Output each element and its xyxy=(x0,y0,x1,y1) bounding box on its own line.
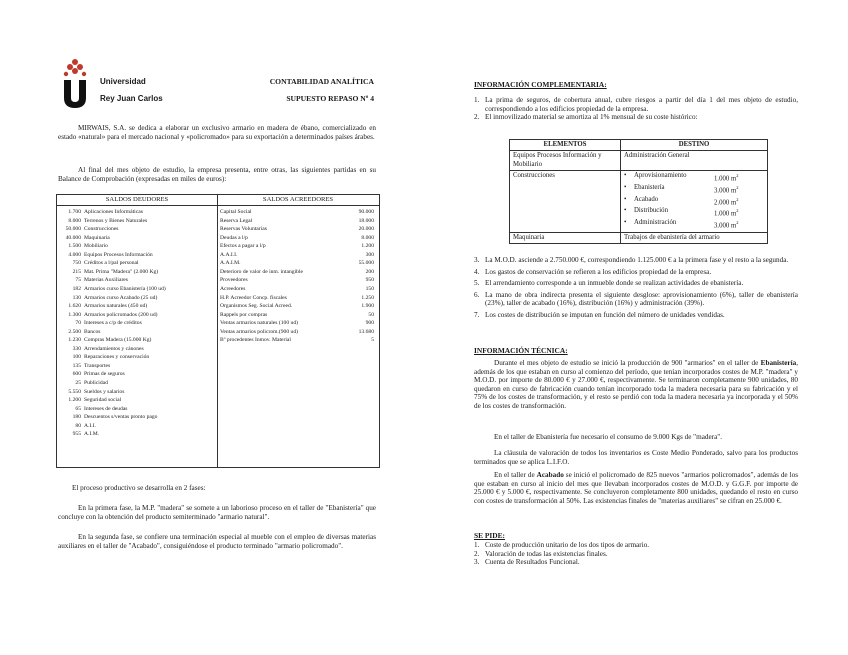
complementaria-list xyxy=(474,96,798,122)
university-name-line2: Rey Juan Carlos xyxy=(100,94,163,103)
credit-amount: 8.000 xyxy=(361,234,374,241)
list-item: • Aprovisionamiento 1.000 $m^2$ xyxy=(624,172,739,183)
debit-amount: 40.000 xyxy=(65,234,81,241)
list-item: 3. La M.O.D. asciende a 2.750.000 €, correspondiendo 1.125.000 € a la primera fase y el resto a la segunda. xyxy=(474,256,789,264)
debit-concept: Compras Madera (15.000 Kg) xyxy=(84,337,152,344)
tecnica-paragraph-3: La cláusula de valoración de todos los inventarios es Coste Medio Ponderado, salvo para los productos terminados que se aplica L.I.F.O. xyxy=(474,449,798,466)
debit-amount: 4.000 xyxy=(68,251,81,258)
debit-amount: 1.620 xyxy=(68,303,81,310)
debit-amount: 182 xyxy=(72,285,81,292)
debit-concept: A.I.M. xyxy=(84,431,100,438)
credit-concept: Ventas armarios policrom.(900 ud) xyxy=(220,328,298,335)
tecnica-paragraph-1: Durante el mes objeto de estudio se inició la producción de 900 "armarios" en el taller de Ebanistería, además de los que estaban en curso al comienzo del período, que tenían incorporados costes de M.P. "madera" y M.O.D. por importe de 80.000 € y 27.000 €, respectivamente. Se terminaron completamente 900 unidades, 80 quedaron en curso de fabricación cuando tenían incorporado toda la madera necesaria para su fabricación y el 75% de los costes de transformación, y el resto se perdió con toda la madera necesaria ya incorporada y el 50% de los costes de transformación. xyxy=(474,359,798,410)
debit-amount: 80 xyxy=(75,422,81,429)
debit-amount: 180 xyxy=(72,414,81,421)
credit-concept: A.A.I.M. xyxy=(220,260,241,267)
debit-concept: Armarios policromados (200 ud) xyxy=(84,311,158,318)
debit-amount: 130 xyxy=(72,294,81,301)
tecnica-paragraph-2: En el taller de Ebanistería fue necesario el consumo de 9.000 Kgs de "madera". xyxy=(494,433,722,441)
debit-concept: Seguridad social xyxy=(84,397,122,404)
credit-amount: 5 xyxy=(371,337,374,344)
debit-concept: Maquinaria xyxy=(84,234,110,241)
list-item: • Administración 3.000 $m^2$ xyxy=(624,218,739,230)
credit-amount: 55.000 xyxy=(358,260,374,267)
debit-concept: Intereses de deudas xyxy=(84,405,128,412)
university-name-line1: Universidad xyxy=(100,77,146,86)
process-paragraph-3: En la segunda fase, se confiere una terminación especial al mueble con el empleo de diversas materias auxiliares en el taller de "Acabado", consiguiéndose el producto terminado "armario policromado". xyxy=(58,533,376,550)
credit-concept: Reserva Legal xyxy=(220,217,253,224)
list-item: 2. El inmovilizado material se amortiza al 1% mensual de su coste histórico: xyxy=(474,113,698,122)
deudores-header: SALDOS DEUDORES xyxy=(105,196,169,203)
list-item: 1. Coste de producción unitario de los dos tipos de armario. xyxy=(474,541,650,549)
credit-concept: H.P. Acreedor Concp. fiscales xyxy=(220,294,287,301)
credit-amount: 1.250 xyxy=(361,294,374,301)
credit-amount: 150 xyxy=(365,285,374,292)
credit-amount: 90.000 xyxy=(358,209,374,215)
element-cell: Construcciones xyxy=(510,171,621,232)
tecnica-title: INFORMACIÓN TÉCNICA: xyxy=(474,346,568,355)
credit-concept: Organismos Seg. Social Acreed. xyxy=(220,303,293,310)
debit-amount: 1.700 xyxy=(68,209,81,215)
credit-amount: 13.680 xyxy=(358,328,374,335)
intro-paragraph-1: MIRWAIS, S.A. se dedica a elaborar un exclusivo armario en madera de ébano, comercializado en estado «natural» para el mercado nacional y «policromado» para su exportación a determinados países árabes. xyxy=(58,124,376,141)
debit-amount: 2.500 xyxy=(68,328,81,335)
debit-concept: Construcciones xyxy=(84,226,119,233)
credit-amount: 1.900 xyxy=(361,303,374,310)
debit-amount: 955 xyxy=(72,431,81,438)
credit-concept: A.A.I.I. xyxy=(220,251,238,258)
destino-cell: Administración General xyxy=(621,151,768,171)
debit-amount: 70 xyxy=(75,320,81,327)
debit-amount: 330 xyxy=(72,345,81,352)
credit-concept: Ventas armarios naturales (100 ud) xyxy=(220,320,298,327)
assignment-title: SUPUESTO REPASO Nº 4 xyxy=(286,94,374,103)
debit-amount: 8.000 xyxy=(68,217,81,224)
list-item: 5. El arrendamiento corresponde a un inmueble donde se realizan actividades de ebanistería. xyxy=(474,279,744,288)
debit-concept: Publicidad xyxy=(84,380,108,386)
debit-concept: A.I.I. xyxy=(84,422,96,429)
debit-amount: 5.550 xyxy=(68,388,81,395)
debit-amount: 25 xyxy=(75,380,81,386)
list-item: 4. Los gastos de conservación se refieren a los edificios propiedad de la empresa. xyxy=(474,267,712,276)
intro-paragraph-2: Al final del mes objeto de estudio, la empresa presenta, entre otras, las siguientes partidas en su Balance de Comprobación (expresadas en miles de euros): xyxy=(58,166,376,183)
construcciones-destino-cell xyxy=(621,171,768,232)
debit-amount: 1.500 xyxy=(68,243,81,250)
debit-amount: 65 xyxy=(75,405,81,412)
credit-amount: 1.200 xyxy=(361,243,374,250)
debit-amount: 750 xyxy=(72,260,81,267)
credit-concept: Deterioro de valor de inm. intangible xyxy=(220,268,303,275)
debit-concept: Materias Auxiliares xyxy=(84,277,128,284)
process-paragraph-1: El proceso productivo se desarrolla en 2 fases: xyxy=(72,484,206,492)
depreciation-table xyxy=(509,139,768,244)
debit-concept: Terrenos y Bienes Naturales xyxy=(84,217,148,224)
debit-amount: 50.000 xyxy=(65,226,81,233)
debit-concept: Equipos Procesos Información xyxy=(84,251,153,258)
complementaria-title: INFORMACIÓN COMPLEMENTARIA: xyxy=(474,80,607,89)
list-item: 1. La prima de seguros, de cobertura anual, cubre riesgos a partir del día 1 del mes objeto de estudio, correspondiendo a los edificios propiedad de la empresa. xyxy=(474,96,798,113)
credit-concept: Deudas a l/p xyxy=(220,234,248,241)
credit-concept: Reservas Voluntarias xyxy=(220,226,267,233)
column-header-elementos: ELEMENTOS xyxy=(510,140,621,151)
university-logo xyxy=(58,58,92,108)
debit-concept: Armarios naturales (450 ud) xyxy=(84,303,148,310)
credit-amount: 18.000 xyxy=(358,217,374,224)
credit-concept: Rappels por compras xyxy=(220,311,268,318)
debit-concept: Transportes xyxy=(84,362,111,369)
subject-title: CONTABILIDAD ANALÍTICA xyxy=(269,77,374,86)
process-paragraph-2: En la primera fase, la M.P. "madera" se somete a un laborioso proceso en el taller de "Ebanistería" que concluye con la obtención del producto semiterminado "armario natural". xyxy=(58,504,376,521)
credit-amount: 300 xyxy=(365,251,374,258)
list-item: • Distribución 1.000 $m^2$ xyxy=(624,207,739,218)
column-header-destino: DESTINO xyxy=(621,140,768,151)
pide-list xyxy=(474,541,798,567)
debit-concept: Armarios curso Ebanistería (100 ud) xyxy=(84,285,166,292)
pide-title: SE PIDE: xyxy=(474,531,506,540)
credit-concept: Acreedores xyxy=(220,285,246,292)
debit-concept: Arrendamientos y cánones xyxy=(84,345,144,352)
debit-concept: Reparaciones y conservación xyxy=(84,354,150,361)
debit-concept: Sueldos y salarios xyxy=(84,388,125,395)
debit-concept: Créditos a l/pal personal xyxy=(84,260,139,267)
credit-amount: 20.000 xyxy=(358,226,374,233)
list-item: • Ebanistería 3.000 $m^2$ xyxy=(624,183,739,195)
list-item: 7. Los costes de distribución se imputan en función del número de unidades vendidas. xyxy=(474,310,725,319)
debit-concept: Armarios curso Acabado (25 ud) xyxy=(84,294,158,301)
debit-concept: Aplicaciones Informáticas xyxy=(84,209,143,215)
debit-concept: Intereses a c/p de créditos xyxy=(84,320,142,327)
credit-amount: 950 xyxy=(365,277,374,284)
element-cell: Maquinaria xyxy=(510,232,621,243)
list-item: 2. Valoración de todas las existencias finales. xyxy=(474,549,608,558)
debit-amount: 600 xyxy=(72,371,81,378)
balance-table xyxy=(56,194,380,468)
credit-amount: 200 xyxy=(365,268,374,275)
debit-amount: 75 xyxy=(75,277,81,284)
complementaria-list-continued xyxy=(474,256,798,320)
debit-amount: 1.230 xyxy=(68,337,81,344)
credit-concept: Bº procedentes Inmov. Material xyxy=(220,337,291,344)
debit-concept: Primas de seguros xyxy=(84,371,125,378)
acreedores-header: SALDOS ACREEDORES xyxy=(262,196,334,203)
debit-amount: 1.300 xyxy=(68,311,81,318)
debit-concept: Bancos xyxy=(84,328,101,335)
debit-amount: 100 xyxy=(72,354,81,361)
credit-concept: Efectos a pagar a l/p xyxy=(220,243,266,250)
list-item: • Acabado 2.000 $m^2$ xyxy=(624,195,739,206)
debit-concept: Descuentos s/ventas pronto pago xyxy=(84,414,158,421)
list-item: 3. Cuenta de Resultados Funcional. xyxy=(474,558,580,567)
debit-concept: Mobiliario xyxy=(84,243,108,250)
debit-amount: 215 xyxy=(72,268,81,275)
debit-amount: 135 xyxy=(72,362,81,369)
credit-amount: 900 xyxy=(365,320,374,327)
destino-cell: Trabajos de ebanistería del armario xyxy=(621,232,768,243)
debit-concept: Mat. Prima "Madera" (2.000 Kg) xyxy=(84,268,159,275)
debit-amount: 1.200 xyxy=(68,397,81,404)
credit-concept: Proveedores xyxy=(220,277,248,284)
list-item: 6. La mano de obra indirecta presenta el siguiente desglose: aprovisionamiento (6%), taller de ebanistería (23%), taller de acabado (16%), distribución (16%) y administración (39%). xyxy=(474,290,798,308)
credit-concept: Capital Social xyxy=(220,209,252,215)
tecnica-paragraph-4: En el taller de Acabado se inició el policromado de 825 nuevos "armarios policromados", además de los que estaban en curso al inicio del mes que llevaban incorporados costes de M.O.D. y G.G.F. por importe de 25.000 € y 5.000 €, respectivamente. Se concluyeron completamente 800 unidades, quedando el resto en curso con costes de transformación al 50%. Las existencias finales de "materias auxiliares" se cifran en 25.000 €. xyxy=(474,471,798,505)
element-cell: Equipos Procesos Información y Mobiliario xyxy=(510,151,621,171)
credit-amount: 50 xyxy=(368,311,374,318)
